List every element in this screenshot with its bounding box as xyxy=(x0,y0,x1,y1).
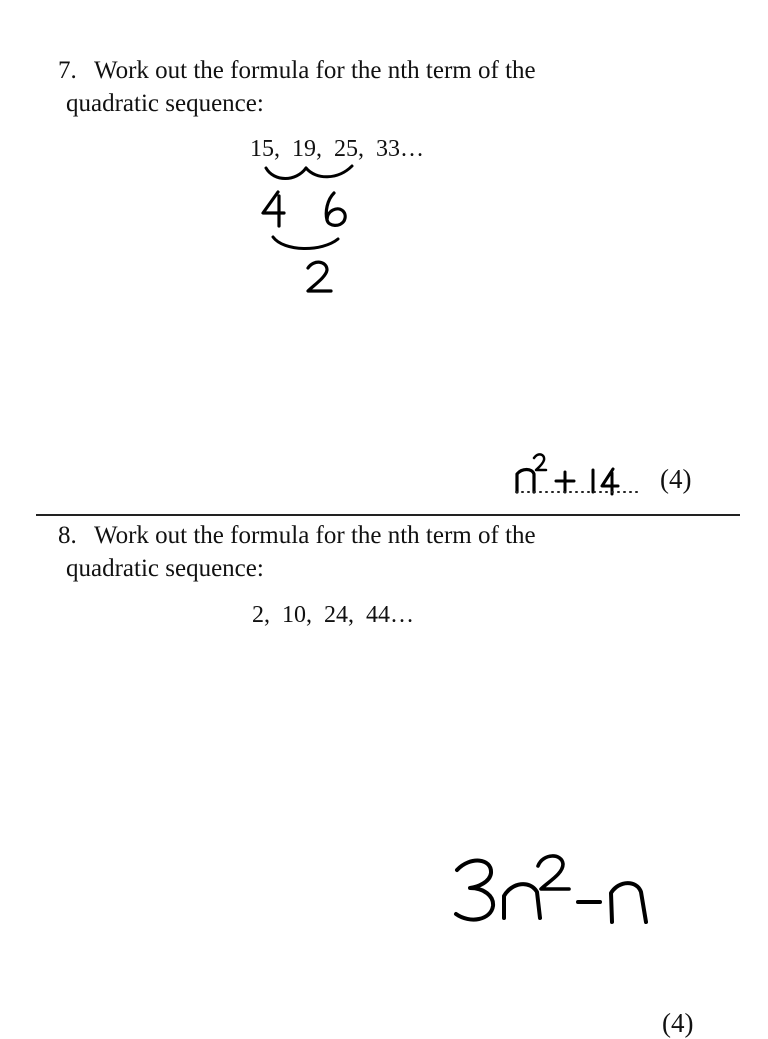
question-8-number: 8. xyxy=(58,522,77,549)
question-8-prompt-line2: quadratic sequence: xyxy=(66,555,264,582)
question-8-sequence: 2, 10, 24, 44… xyxy=(252,602,414,628)
question-8-marks: (4) xyxy=(662,1008,694,1038)
question-7-prompt-line2: quadratic sequence: xyxy=(66,90,264,117)
question-7-prompt-line1: Work out the formula for the nth term of the xyxy=(94,57,536,84)
question-7-sequence: 15, 19, 25, 33… xyxy=(250,136,424,162)
question-7-number: 7. xyxy=(58,57,77,84)
question-8-prompt-line1: Work out the formula for the nth term of the xyxy=(94,522,536,549)
question-7-marks: (4) xyxy=(660,464,692,494)
